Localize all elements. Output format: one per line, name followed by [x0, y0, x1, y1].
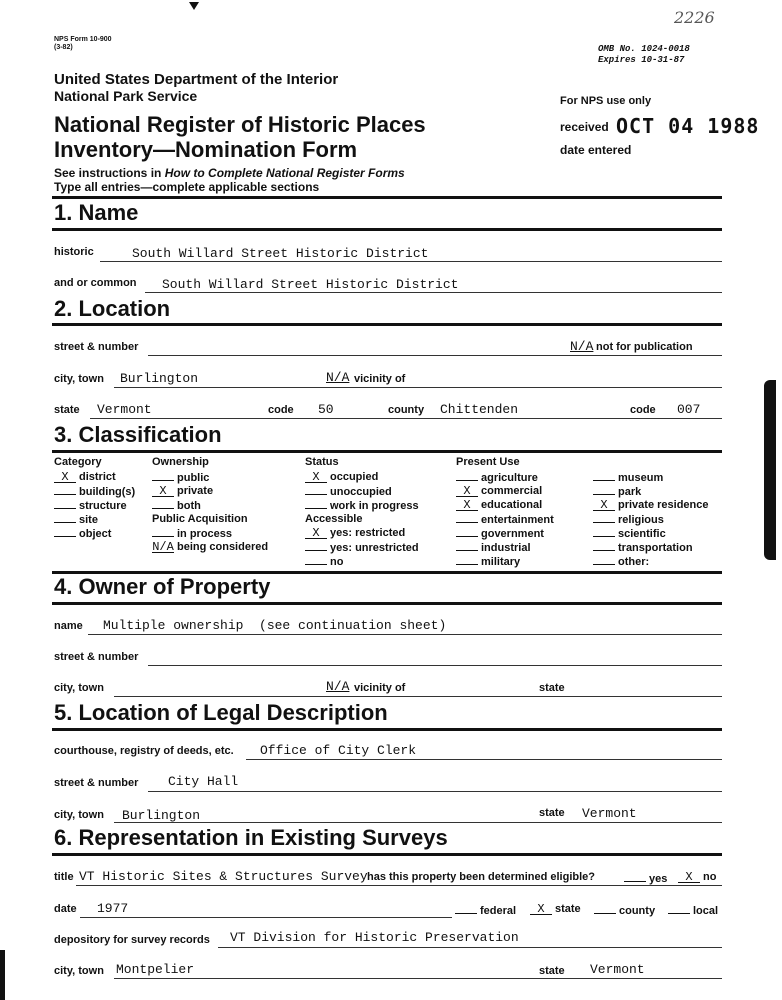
category-heading: Category [54, 456, 102, 468]
present-use-heading: Present Use [456, 456, 520, 468]
checkbox-transportation[interactable]: transportation [593, 540, 709, 554]
owner-city-label: city, town [54, 682, 104, 694]
owner-name-label: name [54, 620, 83, 632]
checkbox-yes-unrestricted[interactable]: yes: unrestricted [305, 540, 419, 554]
instructions-title: How to Complete National Register Forms [164, 166, 405, 180]
present-use-list-2 [593, 470, 709, 568]
survey-city-value: Montpelier [116, 962, 195, 977]
section-1-title: 1. Name [54, 200, 139, 225]
section-2-title: 2. Location [54, 296, 171, 321]
form-revision: (3-82) [54, 44, 73, 51]
section-5-title: 5. Location of Legal Description [54, 700, 388, 725]
section-4-title: 4. Owner of Property [54, 574, 271, 599]
checkbox-yes-restricted[interactable]: X yes: restricted [305, 526, 419, 540]
common-name-value: South Willard Street Historic District [162, 277, 459, 292]
checkbox-educational[interactable]: X educational [456, 498, 554, 512]
checkbox-no-access[interactable]: no [305, 554, 419, 568]
section-3-title: 3. Classification [54, 422, 222, 447]
form-title-line2: Inventory—Nomination Form [54, 137, 358, 162]
survey-state[interactable]: X state [530, 903, 581, 915]
not-for-publication-na: N/A [570, 339, 594, 354]
scan-mark-top [189, 2, 199, 10]
survey-state-value: Vermont [590, 962, 645, 977]
checkbox-public[interactable]: public [152, 470, 268, 484]
checkbox-both[interactable]: both [152, 498, 268, 512]
checkbox-entertainment[interactable]: entertainment [456, 512, 554, 526]
state-label: state [54, 404, 80, 416]
courthouse-value: Office of City Clerk [260, 743, 417, 758]
checkbox-being-considered[interactable]: N/A being considered [152, 540, 269, 554]
checkbox-buildings[interactable]: building(s) [54, 484, 135, 498]
county-code-value: 007 [677, 402, 701, 417]
checkbox-structure[interactable]: structure [54, 498, 135, 512]
instructions: See instructions in How to Complete National Register Forms [54, 166, 405, 180]
legal-street-value: City Hall [168, 774, 239, 789]
survey-local[interactable]: local [668, 903, 718, 917]
survey-city-label: city, town [54, 965, 104, 977]
owner-vicinity-na: N/A [326, 679, 350, 694]
status-heading: Status [305, 456, 339, 468]
county-code-label: code [630, 404, 656, 416]
eligible-question: has this property been determined eligible? [367, 871, 595, 883]
checkbox-industrial[interactable]: industrial [456, 540, 554, 554]
survey-county[interactable]: county [594, 903, 655, 917]
ownership-list [152, 470, 268, 554]
survey-title-value: VT Historic Sites & Structures Survey [79, 869, 368, 884]
county-label: county [388, 404, 425, 416]
checkbox-object[interactable]: object [54, 526, 135, 540]
accessible-heading: Accessible [305, 513, 363, 525]
received-label: received [560, 120, 609, 134]
owner-vicinity-label: vicinity of [354, 682, 406, 694]
form-number: NPS Form 10-900 [54, 36, 112, 43]
checkbox-park[interactable]: park [593, 484, 709, 498]
agency-name: National Park Service [54, 88, 198, 104]
checkbox-work-in-progress[interactable]: work in progress [305, 498, 419, 512]
scan-mark-left [0, 950, 5, 1000]
state-code-label: code [268, 404, 294, 416]
not-for-publication-label: not for publication [596, 341, 693, 353]
checkbox-museum[interactable]: museum [593, 470, 709, 484]
legal-street-label: street & number [54, 777, 139, 789]
eligible-no[interactable]: X no [678, 871, 716, 883]
section-6-title: 6. Representation in Existing Surveys [54, 825, 448, 850]
checkbox-district[interactable]: X district [54, 470, 135, 484]
legal-state-label: state [539, 807, 565, 819]
checkbox-other[interactable]: other: [593, 554, 709, 568]
public-acquisition-heading: Public Acquisition [152, 513, 248, 525]
nps-use-label: For NPS use only [560, 95, 652, 107]
survey-state-label: state [539, 965, 565, 977]
legal-city-value: Burlington [122, 808, 201, 823]
depository-label: depository for survey records [54, 934, 210, 946]
city-town-label: city, town [54, 373, 104, 385]
present-use-list-1 [456, 470, 554, 568]
checkbox-occupied[interactable]: X occupied [305, 470, 419, 484]
legal-state-value: Vermont [582, 806, 637, 821]
checkbox-in-process[interactable]: in process [152, 526, 268, 540]
survey-date-label: date [54, 903, 77, 915]
omb-number: OMB No. 1024-0018 [598, 44, 690, 54]
city-town-value: Burlington [120, 371, 199, 386]
state-value: Vermont [97, 402, 152, 417]
checkbox-government[interactable]: government [456, 526, 554, 540]
legal-city-label: city, town [54, 809, 104, 821]
checkbox-military[interactable]: military [456, 554, 554, 568]
checkbox-private[interactable]: X private [152, 484, 268, 498]
survey-title-label: title [54, 871, 74, 883]
vicinity-na: N/A [326, 370, 350, 385]
checkbox-scientific[interactable]: scientific [593, 526, 709, 540]
form-title-line1: National Register of Historic Places [54, 112, 426, 137]
checkbox-private-residence[interactable]: X private residence [593, 498, 709, 512]
scan-mark-right [764, 380, 776, 560]
checkbox-agriculture[interactable]: agriculture [456, 470, 554, 484]
owner-name-value: Multiple ownership (see continuation sheet) [103, 618, 447, 633]
survey-date-value: 1977 [97, 901, 129, 916]
historic-name-value: South Willard Street Historic District [132, 246, 429, 261]
status-list [305, 470, 419, 568]
survey-federal[interactable]: federal [455, 903, 516, 917]
checkbox-unoccupied[interactable]: unoccupied [305, 484, 419, 498]
checkbox-site[interactable]: site [54, 512, 135, 526]
depository-value: VT Division for Historic Preservation [230, 930, 519, 945]
courthouse-label: courthouse, registry of deeds, etc. [54, 745, 234, 757]
owner-street-label: street & number [54, 651, 139, 663]
instructions-line2: Type all entries—complete applicable sections [54, 180, 320, 194]
street-number-label: street & number [54, 341, 139, 353]
handwritten-number: 2226 [674, 8, 715, 27]
category-list [54, 470, 135, 540]
county-value: Chittenden [440, 402, 519, 417]
eligible-yes[interactable]: yes [624, 871, 667, 885]
checkbox-commercial[interactable]: X commercial [456, 484, 554, 498]
department-name: United States Department of the Interior [54, 71, 339, 88]
state-code-value: 50 [318, 402, 334, 417]
omb-expires: Expires 10-31-87 [598, 55, 685, 65]
common-name-label: and or common [54, 277, 137, 289]
vicinity-label: vicinity of [354, 373, 406, 385]
historic-label: historic [54, 246, 94, 258]
ownership-heading: Ownership [152, 456, 209, 468]
owner-state-label: state [539, 682, 565, 694]
date-entered-label: date entered [560, 143, 632, 157]
received-stamp: OCT 04 1988 [616, 114, 760, 138]
checkbox-religious[interactable]: religious [593, 512, 709, 526]
